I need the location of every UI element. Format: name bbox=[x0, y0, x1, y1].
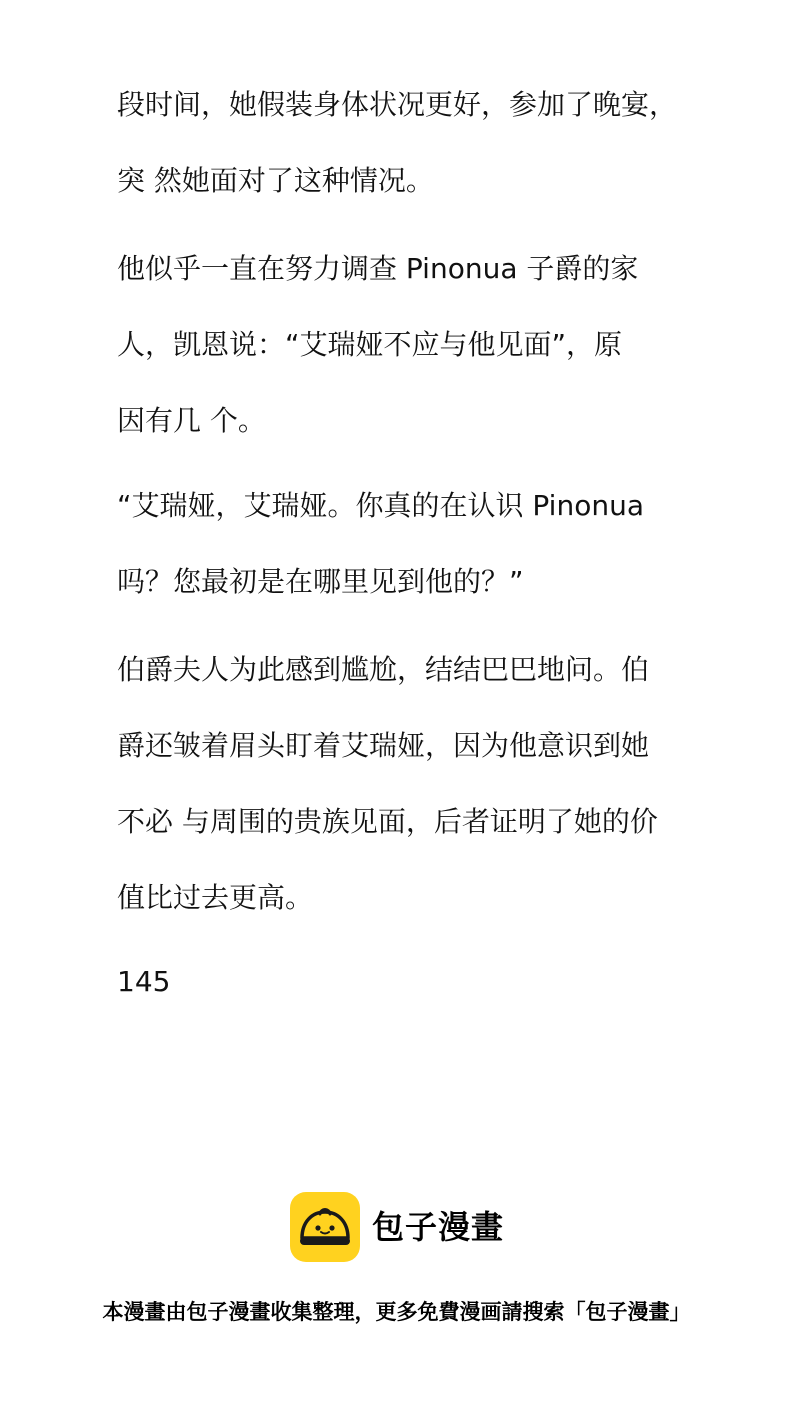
logo-text: 包子漫畫 bbox=[372, 1208, 505, 1246]
body-line: 人，凯恩说：“艾瑞娅不应与他见面”，原 bbox=[117, 328, 623, 361]
body-line: 不必 与周围的贵族见面，后者证明了她的价 bbox=[117, 805, 658, 838]
site-logo bbox=[290, 1192, 504, 1262]
body-line: 伯爵夫人为此感到尴尬，结结巴巴地问。伯 bbox=[117, 653, 650, 686]
body-line: “艾瑞娅，艾瑞娅。你真的在认识 Pinonua bbox=[117, 489, 644, 522]
footer-note: 本漫畫由包子漫畫收集整理，更多免費漫画請搜索「包子漫畫」 bbox=[102, 1300, 691, 1324]
body-line: 他似乎一直在努力调查 Pinonua 子爵的家 bbox=[117, 252, 639, 285]
body-line: 吗？您最初是在哪里见到他的？” bbox=[117, 565, 524, 598]
body-line: 突 然她面对了这种情况。 bbox=[117, 164, 434, 197]
body-line: 段时间，她假装身体状况更好，参加了晚宴， bbox=[117, 88, 678, 121]
bun-icon bbox=[290, 1192, 360, 1262]
body-line: 值比过去更高。 bbox=[117, 881, 314, 914]
page-number: 145 bbox=[117, 965, 171, 998]
body-line: 因有几 个。 bbox=[117, 404, 266, 437]
body-line: 爵还皱着眉头盯着艾瑞娅，因为他意识到她 bbox=[117, 729, 650, 762]
